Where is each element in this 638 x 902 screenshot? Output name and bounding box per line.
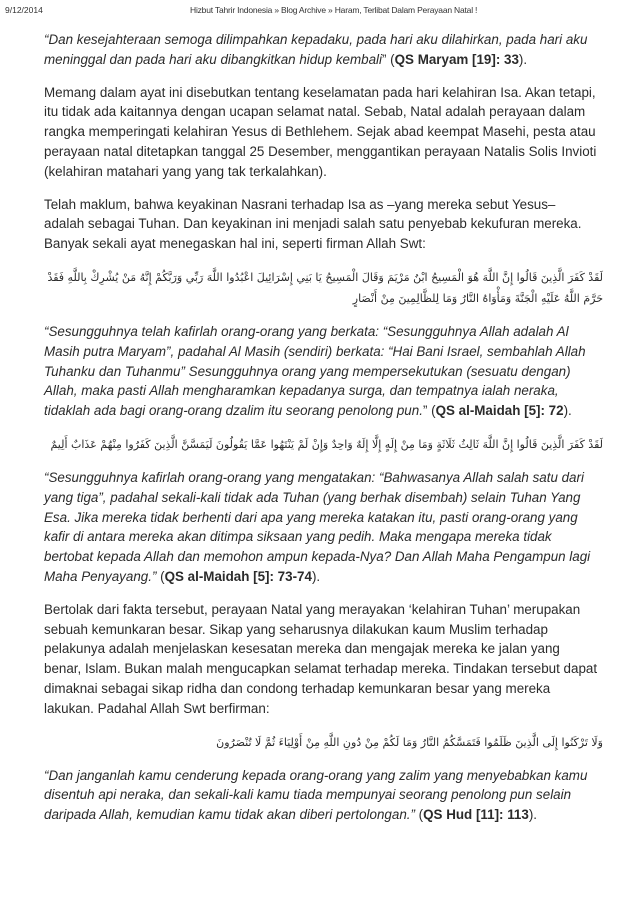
paragraph: Memang dalam ayat ini disebutkan tentang keselamatan pada hari kelahiran Isa. Akan tetapi, itu tidak ada kaitannya dengan ucapan selamat natal. Sebab, Natal adalah perayaan dalam rangka memperingati kelahiran Yesus di Bethlehem. Sejak abad keempat Masehi, pesta atau perayaan natal ditetapkan tanggal 25 Desember, menggantikan perayaan Natalis Solis Invioti (kelahiran matahari yang yang tak terkalahkan). <box>44 84 597 179</box>
quote-text: “Sesungguhnya kafirlah orang-orang yang mengatakan: “Bahwasanya Allah salah satu dari yang tiga”, padahal sekali-kali tidak ada Tuhan (yang berhak disembah) selain Tuhan Yang Esa. Jika mereka tidak berhenti dari apa yang mereka katakan itu, pasti orang-orang yang kafir di antara mereka akan ditimpa siksaan yang pedih. Maka mengapa mereka tidak bertobat kepada Allah dan memohon ampun kepada-Nya? Dan Allah Maha Pengampun lagi Maha Penyayang.” <box>44 469 591 584</box>
paragraph: Bertolak dari fakta tersebut, perayaan Natal yang merayakan ‘kelahiran Tuhan’ merupakan sebuah kemunkaran besar. Sikap yang seharusnya dilakukan kaum Muslim terhadap pelakunya adalah menjelaskan kesesatan mereka dan mengajak mereka ke jalan yang benar, Islam. Bukan malah mengucapkan selamat terhadap mereka. Tindakan tersebut dapat dimaknai sebagai sikap ridha dan condong terhadap kemunkaran besar yang mereka lakukan. Padahal Allah Swt berfirman: <box>44 601 598 716</box>
article-body <box>44 30 603 838</box>
verse-translation-maidah-73 <box>44 468 599 587</box>
quote-text: “Sesungguhnya telah kafirlah orang-orang yang berkata: “Sesungguhnya Allah adalah Al Masih putra Maryam”, padahal Al Masih (sendiri) berkata: “Hai Bani Israel, sembahlah Allah Tuhanku dan Tuhanmu” Sesungguhnya orang yang mempersekutukan (sesuatu dengan) Allah, maka pasti Allah mengharamkan kepadanya surga, dan tempatnya ialah neraka, tidaklah ada bagi orang-orang dzalim itu seorang penolong pun. <box>44 323 586 419</box>
verse-translation-hud <box>44 766 599 825</box>
verse-translation-maryam <box>44 30 599 70</box>
arabic-verse: لَقَدْ كَفَرَ الَّذِينَ قَالُوا إِنَّ اللَّهَ ثَالِثُ ثَلَاثَةٍ وَمَا مِنْ إِلَهٍ إِلَّا إِلَهٌ وَاحِدٌ وَإِنْ لَمْ يَنْتَهُوا عَمَّا يَقُولُونَ لَيَمَسَّنَّ الَّذِينَ كَفَرُوا مِنْهُمْ عَذَابٌ أَلِيمٌ <box>50 437 603 451</box>
quote-end: ). <box>518 51 528 67</box>
quote-end: ). <box>528 807 538 823</box>
arabic-verse: لَقَدْ كَفَرَ الَّذِينَ قَالُوا إِنَّ اللَّهَ هُوَ الْمَسِيحُ ابْنُ مَرْيَمَ وَقَالَ الْمَسِيحُ يَا بَنِي إِسْرَائِيلَ اعْبُدُوا اللَّهَ رَبِّي وَرَبَّكُمْ إِنَّهُ مَنْ يُشْرِكْ بِاللَّهِ فَقَدْ حَرَّمَ اللَّهُ عَلَيْهِ الْجَنَّةَ وَمَأْوَاهُ النَّارُ وَمَا لِلظَّالِمِينَ مِنْ أَنْصَارٍ <box>47 270 603 305</box>
verse-translation-maidah-72 <box>44 322 599 421</box>
quote-text: “Dan kesejahteraan semoga dilimpahkan kepadaku, pada hari aku dilahirkan, pada hari aku meninggal dan pada hari aku dibangkitkan hidup kembali <box>44 32 588 67</box>
print-date: 9/12/2014 <box>5 5 43 15</box>
paragraph: Telah maklum, bahwa keyakinan Nasrani terhadap Isa as –yang mereka sebut Yesus– adalah sebagai Tuhan. Dan keyakinan ini menjadi salah satu penyebab kekufuran mereka. Banyak sekali ayat menegaskan hal ini, seperti firman Allah Swt: <box>44 196 582 252</box>
quote-open: ( <box>414 807 424 823</box>
verse-source: QS Hud [11]: 113 <box>423 807 529 823</box>
quote-close: ” ( <box>422 403 436 419</box>
page-title: Hizbut Tahrir Indonesia » Blog Archive » Haram, Terlibat Dalam Perayaan Natal ! <box>190 5 478 15</box>
quote-close: ” ( <box>381 51 395 67</box>
quote-end: ). <box>311 568 321 584</box>
verse-source: QS al-Maidah [5]: 72 <box>435 403 564 419</box>
print-header <box>0 5 638 19</box>
quote-open: ( <box>156 568 165 584</box>
verse-source: QS Maryam [19]: 33 <box>394 51 519 67</box>
verse-source: QS al-Maidah [5]: 73-74 <box>164 568 312 584</box>
quote-text: “Dan janganlah kamu cenderung kepada orang-orang yang zalim yang menyebabkan kamu disentuh api neraka, dan sekali-kali kamu tiada mempunyai seorang penolong pun selain daripada Allah, kemudian kamu tidak akan diberi pertolongan.” <box>44 767 588 823</box>
arabic-verse: وَلَا تَرْكَنُوا إِلَى الَّذِينَ ظَلَمُوا فَتَمَسَّكُمُ النَّارُ وَمَا لَكُمْ مِنْ دُونِ اللَّهِ مِنْ أَوْلِيَاءَ ثُمَّ لَا تُنْصَرُونَ <box>216 735 603 749</box>
quote-end: ). <box>563 403 572 419</box>
